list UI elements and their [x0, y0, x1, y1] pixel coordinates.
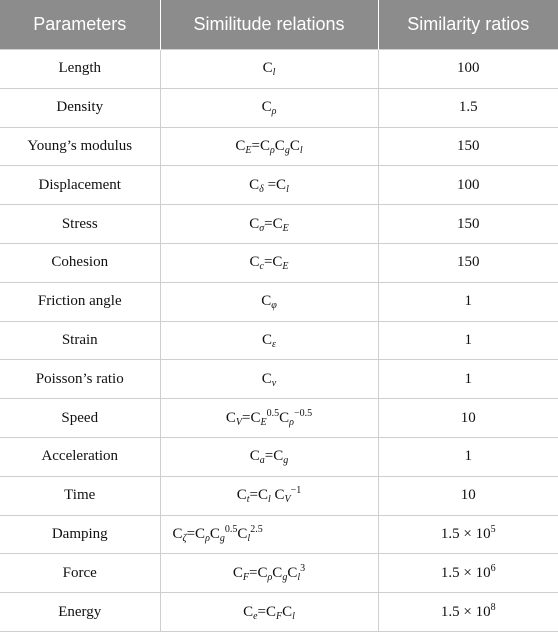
- relation-base: C: [249, 254, 260, 271]
- relation-eq: =: [257, 603, 266, 620]
- table-row: [0, 166, 558, 205]
- relation-t1: C: [250, 409, 261, 426]
- ratio-cell: 150: [378, 205, 558, 244]
- relation-t2: C: [274, 137, 285, 154]
- relation-t1sub: ρ: [267, 571, 273, 583]
- ratio-cell: [378, 593, 558, 632]
- relation-t1: C: [276, 176, 287, 193]
- relation-sub: e: [253, 610, 258, 622]
- ratio-cell: 10: [378, 399, 558, 438]
- relation-sub: E: [245, 144, 252, 156]
- relation-base: C: [232, 564, 243, 581]
- parameter-cell: Length: [0, 50, 160, 89]
- relation-t2sup: −1: [290, 485, 302, 497]
- relation-cell: [160, 50, 378, 89]
- parameter-cell: Displacement: [0, 166, 160, 205]
- relation-cell: [160, 205, 378, 244]
- relation-eq: =: [242, 409, 251, 426]
- table-row: [0, 282, 558, 321]
- relation-base: C: [249, 448, 260, 465]
- header-row: [0, 0, 558, 50]
- relation-t3sub: l: [297, 571, 301, 583]
- parameter-cell: Force: [0, 554, 160, 593]
- relation-sub: φ: [271, 300, 277, 312]
- relation-sub: F: [242, 571, 249, 583]
- relation-base: C: [261, 370, 272, 387]
- ratio-cell: 1: [378, 321, 558, 360]
- relation-sub: ν: [271, 377, 277, 389]
- relation-t1: C: [195, 525, 206, 542]
- relation-base: C: [261, 99, 272, 116]
- relation-base: C: [262, 331, 273, 348]
- parameter-cell: Poisson’s ratio: [0, 360, 160, 399]
- ratio-cell: 10: [378, 476, 558, 515]
- relation-cell: [160, 554, 378, 593]
- relation-cell: [160, 282, 378, 321]
- relation-t1sub: F: [276, 610, 283, 622]
- table-header: [0, 0, 558, 50]
- relation-sub: l: [272, 67, 276, 79]
- table-row: [0, 399, 558, 438]
- relation-t1: C: [257, 487, 268, 504]
- relation-t1: C: [259, 137, 270, 154]
- relation-eq: =: [249, 487, 258, 504]
- relation-t2sub: g: [282, 571, 288, 583]
- parameter-cell: Acceleration: [0, 437, 160, 476]
- relation-cell: [160, 515, 378, 554]
- relation-base: C: [243, 603, 254, 620]
- relation-sub: t: [246, 494, 250, 506]
- parameter-cell: Density: [0, 88, 160, 127]
- relation-t1sup: 0.5: [266, 407, 280, 419]
- relation-t1: C: [272, 215, 283, 232]
- relation-t1sub: E: [282, 261, 289, 273]
- ratio-cell: 150: [378, 243, 558, 282]
- ratio-cell: 1: [378, 282, 558, 321]
- relation-t2: C: [282, 603, 293, 620]
- relation-eq: =: [251, 137, 260, 154]
- relation-eq: =: [264, 215, 273, 232]
- relation-cell: [160, 593, 378, 632]
- ratio-cell: 100: [378, 50, 558, 89]
- parameter-cell: Speed: [0, 399, 160, 438]
- relation-base: C: [249, 215, 260, 232]
- relation-base: C: [172, 525, 183, 542]
- relation-t2sup: −0.5: [293, 407, 313, 419]
- table-row: [0, 360, 558, 399]
- table-row: [0, 321, 558, 360]
- ratio-cell: [378, 554, 558, 593]
- relation-base: C: [236, 487, 247, 504]
- ratio-mantissa: 1.5 × 10: [440, 525, 491, 542]
- relation-sub: V: [235, 416, 243, 428]
- relation-sub: ε: [272, 338, 276, 350]
- ratio-exponent: 5: [490, 523, 496, 535]
- relation-sub: σ: [259, 222, 265, 234]
- relation-base: C: [235, 137, 246, 154]
- table-row: [0, 437, 558, 476]
- ratio-cell: 1: [378, 437, 558, 476]
- relation-sub: δ: [259, 183, 264, 195]
- relation-t2: C: [270, 487, 285, 504]
- relation-sub: ρ: [271, 106, 277, 118]
- relation-t1sub: E: [282, 222, 289, 234]
- relation-t2: C: [279, 409, 290, 426]
- relation-t1sub: l: [286, 183, 289, 195]
- relation-t2sub: g: [219, 532, 225, 544]
- relation-t2sub: V: [284, 494, 291, 506]
- parameter-cell: Energy: [0, 593, 160, 632]
- relation-t2sub: g: [284, 144, 290, 156]
- relation-t2: C: [209, 525, 220, 542]
- ratio-cell: 1.5: [378, 88, 558, 127]
- relation-cell: [160, 127, 378, 166]
- relation-t1: C: [266, 603, 277, 620]
- ratio-mantissa: 1.5 × 10: [440, 603, 491, 620]
- table-row: [0, 88, 558, 127]
- relation-base: C: [249, 176, 260, 193]
- relation-t2sub: ρ: [289, 416, 294, 428]
- relation-t2sup: 0.5: [224, 523, 238, 535]
- relation-t3: C: [289, 137, 300, 154]
- parameter-cell: Cohesion: [0, 243, 160, 282]
- table-row: [0, 476, 558, 515]
- parameter-cell: Time: [0, 476, 160, 515]
- relation-t3sub: l: [299, 144, 303, 156]
- relation-eq: =: [249, 564, 258, 581]
- ratio-cell: [378, 515, 558, 554]
- relation-cell: [160, 243, 378, 282]
- relation-cell: [160, 476, 378, 515]
- table-row: [0, 205, 558, 244]
- relation-t2: C: [272, 564, 283, 581]
- ratio-cell: 150: [378, 127, 558, 166]
- header-similitude-relations: Similitude relations: [160, 0, 378, 50]
- table-row: [0, 593, 558, 632]
- parameter-cell: Damping: [0, 515, 160, 554]
- relation-base: C: [225, 409, 236, 426]
- relation-t3: C: [237, 525, 248, 542]
- relation-sub: c: [259, 261, 264, 273]
- table-row: [0, 127, 558, 166]
- relation-t3sup: 3: [300, 562, 306, 574]
- parameter-cell: Friction angle: [0, 282, 160, 321]
- ratio-cell: 1: [378, 360, 558, 399]
- table-body: [0, 50, 558, 632]
- relation-t1sub: E: [260, 416, 267, 428]
- table-row: [0, 554, 558, 593]
- ratio-exponent: 6: [490, 562, 496, 574]
- header-parameters: Parameters: [0, 0, 160, 50]
- relation-base: C: [262, 60, 273, 77]
- relation-t1sub: ρ: [205, 532, 210, 544]
- header-similarity-ratios: Similarity ratios: [378, 0, 558, 50]
- relation-t2sub: l: [292, 610, 295, 622]
- relation-cell: [160, 399, 378, 438]
- relation-t1sub: ρ: [269, 144, 275, 156]
- relation-cell: [160, 360, 378, 399]
- relation-eq: =: [263, 176, 277, 193]
- table-row: [0, 50, 558, 89]
- parameter-cell: Strain: [0, 321, 160, 360]
- ratio-cell: 100: [378, 166, 558, 205]
- relation-eq: =: [186, 525, 196, 542]
- parameter-cell: Stress: [0, 205, 160, 244]
- relation-base: C: [261, 293, 272, 310]
- table-row: [0, 243, 558, 282]
- relation-t1sub: g: [283, 455, 289, 467]
- ratio-mantissa: 1.5 × 10: [440, 564, 491, 581]
- relation-t1sub: l: [267, 494, 271, 506]
- relation-cell: [160, 88, 378, 127]
- ratio-exponent: 8: [490, 601, 496, 613]
- relation-t3sup: 2.5: [250, 523, 263, 535]
- relation-eq: =: [264, 448, 274, 465]
- table-row: [0, 515, 558, 554]
- parameter-cell: Young’s modulus: [0, 127, 160, 166]
- relation-t1: C: [273, 448, 284, 465]
- relation-cell: [160, 321, 378, 360]
- relation-t1: C: [257, 564, 268, 581]
- relation-sub: a: [259, 455, 265, 467]
- relation-t3sub: l: [247, 532, 251, 544]
- relation-t3: C: [287, 564, 298, 581]
- relation-eq: =: [263, 254, 273, 271]
- relation-t1: C: [272, 254, 283, 271]
- relation-cell: [160, 437, 378, 476]
- relation-sub: ζ: [182, 532, 187, 544]
- relation-cell: [160, 166, 378, 205]
